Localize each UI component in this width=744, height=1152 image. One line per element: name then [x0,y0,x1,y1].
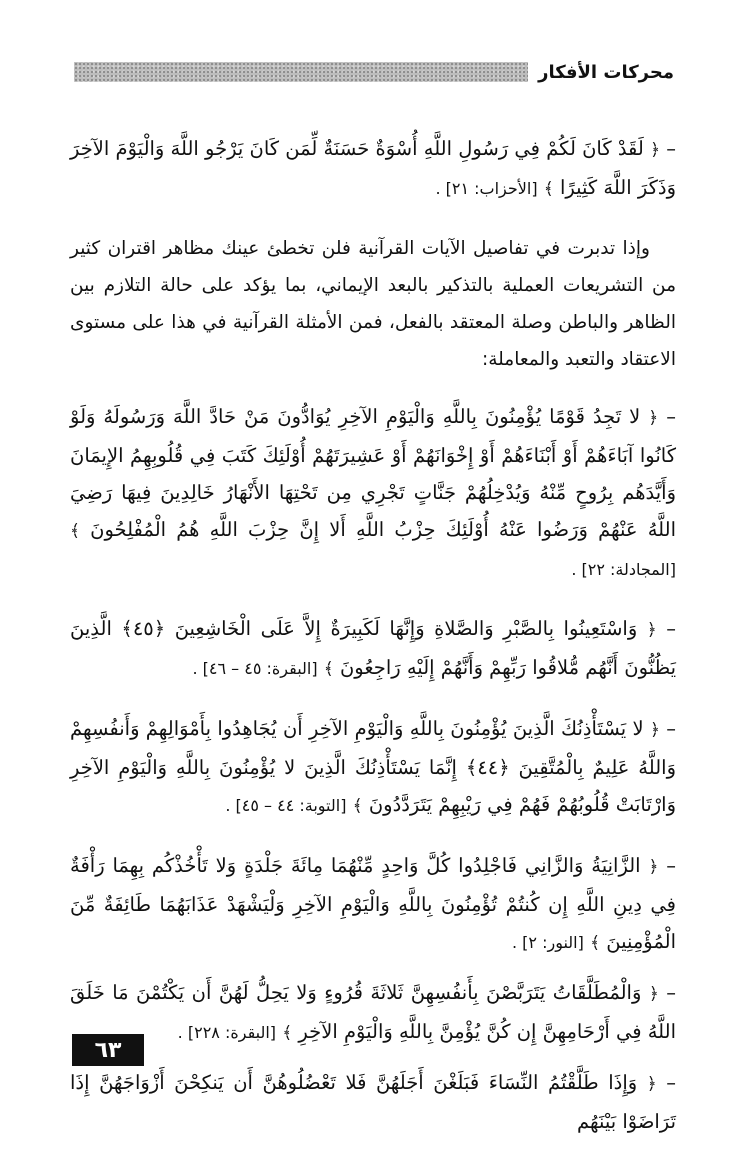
quote-reference: [المجادلة: ٢٢] . [571,560,676,579]
header-title: محركات الأفكار [538,61,674,83]
quote-text: لا يَسْتَأْذِنُكَ الَّذِينَ يُؤْمِنُونَ بِاللَّهِ وَالْيَوْمِ الآخِرِ أَن يُجَاهِدُوا بِأَمْوَالِهِمْ وَأَنفُسِهِمْ وَاللَّهُ عَلِيمٌ بِالْمُتَّقِينَ ﴿٤٤﴾ إِنَّمَا يَسْتَأْذِنُكَ الَّذِينَ لا يُؤْمِنُونَ بِاللَّهِ وَالْيَوْمِ الآخِرِ وَارْتَابَتْ قُلُوبُهُمْ فَهُمْ فِي رَيْبِهِمْ يَتَرَدَّدُونَ [70,717,676,816]
quote-text: لا تَجِدُ قَوْمًا يُؤْمِنُونَ بِاللَّهِ وَالْيَوْمِ الآخِرِ يُوَادُّونَ مَنْ حَادَّ اللَّهَ وَرَسُولَهُ وَلَوْ كَانُوا آبَاءَهُمْ أَوْ أَبْنَاءَهُمْ أَوْ إِخْوَانَهُمْ أَوْ عَشِيرَتَهُمْ أُوْلَئِكَ كَتَبَ فِي قُلُوبِهِمُ الإِيمَانَ وَأَيَّدَهُم بِرُوحٍ مِّنْهُ وَيُدْخِلُهُمْ جَنَّاتٍ تَجْرِي مِن تَحْتِهَا الأَنْهَارُ خَالِدِينَ فِيهَا رَضِيَ اللَّهُ عَنْهُمْ وَرَضُوا عَنْهُ أُوْلَئِكَ حِزْبُ اللَّهِ أَلا إِنَّ حِزْبَ اللَّهِ هُمُ الْمُفْلِحُونَ [70,405,676,541]
quote-reference: [التوبة: ٤٤ – ٤٥] . [225,796,347,815]
ornate-bracket-close-icon: ﴾ [323,659,334,679]
ornate-bracket-open-icon: ﴿ [648,857,659,877]
ornate-bracket-close-icon: ﴾ [70,521,80,541]
quote-dash: – [666,405,677,428]
quote-dash: – [666,717,676,740]
page-body [70,130,676,1152]
quote-text: لَقَدْ كَانَ لَكُمْ فِي رَسُولِ اللَّهِ أُسْوَةٌ حَسَنَةٌ لِّمَن كَانَ يَرْجُو اللَّهَ وَالْيَوْمَ الآخِرَ وَذَكَرَ اللَّهَ كَثِيرًا [69,137,676,199]
quote-block [70,398,676,588]
quote-block [70,974,676,1052]
quote-dash: – [666,1071,676,1094]
quote-reference: [البقرة: ٢٢٨] . [177,1023,277,1042]
quote-block [70,1064,676,1140]
quote-reference: [النور: ٢] . [511,933,584,952]
ornate-bracket-open-icon: ﴿ [648,408,659,428]
page-number: ٦٣ [72,1034,144,1066]
quote-dash: – [666,981,676,1004]
ornate-bracket-open-icon: ﴿ [646,620,657,640]
body-paragraph: وإذا تدبرت في تفاصيل الآيات القرآنية فلن تخطئ عينك مظاهر اقتران كثير من التشريعات العملية بالتذكير بالبعد الإيماني، بما يؤكد على حالة التلازم بين الظاهر والباطن وصلة المعتقد بالفعل، فمن الأمثلة القرآنية في هذا على مستوى الاعتقاد والتعبد والمعاملة: [70,238,676,370]
quote-reference: [الأحزاب: ٢١] . [435,179,538,198]
quote-dash: – [666,137,676,160]
quote-block [70,847,676,962]
ornate-bracket-open-icon: ﴿ [648,984,659,1004]
quote-block [70,130,676,208]
quote-text: وَالْمُطَلَّقَاتُ يَتَرَبَّصْنَ بِأَنفُسِهِنَّ ثَلاثَةَ قُرُوءٍ وَلا يَحِلُّ لَهُنَّ أَن يَكْتُمْنَ مَا خَلَقَ اللَّهُ فِي أَرْحَامِهِنَّ إِن كُنَّ يُؤْمِنَّ بِاللَّهِ وَالْيَوْمِ الآخِرِ [70,981,676,1043]
ornate-bracket-close-icon: ﴾ [282,1023,293,1043]
ornate-bracket-close-icon: ﴾ [590,933,601,953]
quote-reference: [البقرة: ٤٥ – ٤٦] . [192,659,318,678]
running-header [74,60,674,84]
quote-text: وَاسْتَعِينُوا بِالصَّبْرِ وَالصَّلاةِ وَإِنَّهَا لَكَبِيرَةٌ إِلاَّ عَلَى الْخَاشِعِينَ ﴿٤٥﴾ الَّذِينَ يَظُنُّونَ أَنَّهُم مُّلاقُوا رَبِّهِمْ وَأَنَّهُمْ إِلَيْهِ رَاجِعُونَ [70,617,676,679]
quote-block [70,710,676,825]
quote-text: وَإِذَا طَلَّقْتُمُ النِّسَاءَ فَبَلَغْنَ أَجَلَهُنَّ فَلا تَعْضُلُوهُنَّ أَن يَنكِحْنَ أَزْوَاجَهُنَّ إِذَا تَرَاضَوْا بَيْنَهُم [70,1071,676,1133]
quote-dash: – [666,854,676,877]
header-decorative-band [74,62,528,82]
quote-text: الزَّانِيَةُ وَالزَّانِي فَاجْلِدُوا كُلَّ وَاحِدٍ مِّنْهُمَا مِائَةَ جَلْدَةٍ وَلا تَأْخُذْكُم بِهِمَا رَأْفَةٌ فِي دِينِ اللَّهِ إِن كُنتُمْ تُؤْمِنُونَ بِاللَّهِ وَالْيَوْمِ الآخِرِ وَلْيَشْهَدْ عَذَابَهُمَا طَائِفَةٌ مِّنَ الْمُؤْمِنِينَ [70,854,676,953]
ornate-bracket-open-icon: ﴿ [646,1074,657,1094]
ornate-bracket-open-icon: ﴿ [649,720,660,740]
ornate-bracket-open-icon: ﴿ [650,140,661,160]
ornate-bracket-close-icon: ﴾ [352,796,363,816]
ornate-bracket-close-icon: ﴾ [543,179,554,199]
quote-block [70,610,676,688]
quote-dash: – [666,617,677,640]
